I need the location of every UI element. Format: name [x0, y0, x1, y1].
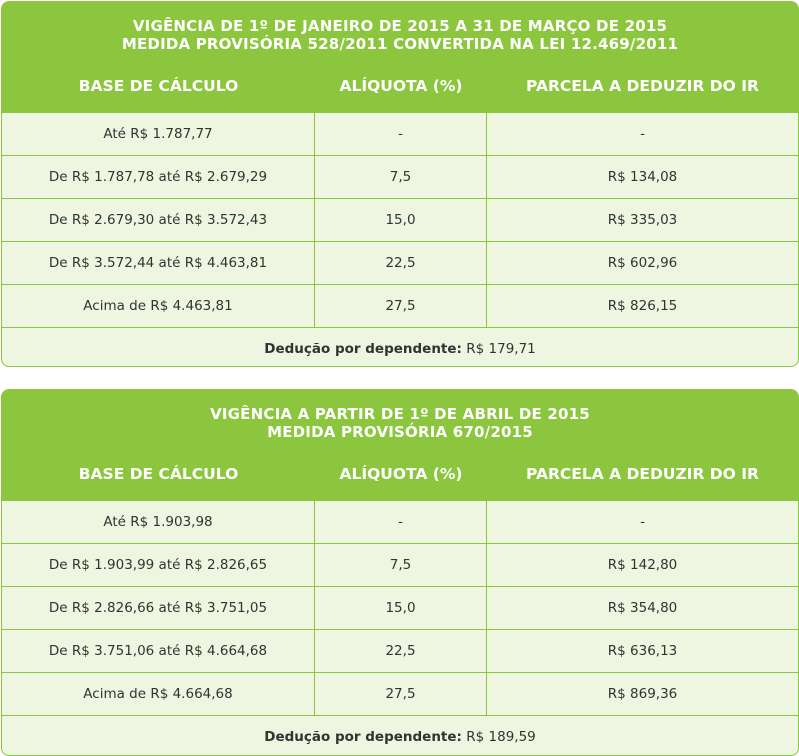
- column-headers: [2, 74, 798, 98]
- cell-parcela: -: [640, 514, 645, 530]
- tax-table-2015-apr: [1, 389, 799, 756]
- column-header-aliquota: ALÍQUOTA (%): [339, 77, 463, 95]
- cell-aliquota: 7,5: [315, 544, 487, 586]
- cell-aliquota: 27,5: [315, 285, 487, 327]
- cell-base: De R$ 1.787,78 até R$ 2.679,29: [2, 156, 315, 198]
- table-row: [2, 242, 798, 285]
- title-line-2: MEDIDA PROVISÓRIA 528/2011 CONVERTIDA NA LEI 12.469/2011: [121, 35, 679, 53]
- cell-parcela: R$ 354,80: [607, 600, 678, 616]
- cell-parcela: R$ 602,96: [607, 255, 678, 271]
- cell-aliquota: -: [315, 113, 487, 155]
- cell-parcela: R$ 869,36: [607, 686, 678, 702]
- dependent-deduction: [2, 328, 798, 367]
- cell-parcela: -: [640, 126, 645, 142]
- table-body: [2, 501, 798, 716]
- table-body: [2, 113, 798, 328]
- dependent-deduction-label: Dedução por dependente:: [264, 729, 462, 745]
- title-line-1: VIGÊNCIA DE 1º DE JANEIRO DE 2015 A 31 DE MARÇO DE 2015: [132, 17, 668, 35]
- column-headers: [2, 462, 798, 486]
- cell-aliquota: 15,0: [315, 199, 487, 241]
- cell-parcela: R$ 826,15: [607, 298, 678, 314]
- cell-aliquota: 7,5: [315, 156, 487, 198]
- table-row: [2, 156, 798, 199]
- title-line-1: VIGÊNCIA A PARTIR DE 1º DE ABRIL DE 2015: [210, 405, 590, 423]
- dependent-deduction-label: Dedução por dependente:: [264, 341, 462, 357]
- table-row: [2, 113, 798, 156]
- dependent-deduction: [2, 716, 798, 756]
- cell-parcela: R$ 636,13: [607, 643, 678, 659]
- column-header-base: BASE DE CÁLCULO: [78, 77, 239, 95]
- title-line-2: MEDIDA PROVISÓRIA 670/2015: [267, 423, 533, 441]
- dependent-deduction-value: R$ 179,71: [466, 341, 536, 357]
- cell-base: De R$ 1.903,99 até R$ 2.826,65: [2, 544, 315, 586]
- cell-base: De R$ 3.572,44 até R$ 4.463,81: [2, 242, 315, 284]
- column-header-parcela: PARCELA A DEDUZIR DO IR: [526, 77, 759, 95]
- cell-base: Até R$ 1.787,77: [2, 113, 315, 155]
- cell-aliquota: 22,5: [315, 242, 487, 284]
- cell-aliquota: 22,5: [315, 630, 487, 672]
- cell-parcela: R$ 142,80: [607, 557, 678, 573]
- cell-parcela: R$ 134,08: [607, 169, 678, 185]
- table-row: [2, 544, 798, 587]
- cell-aliquota: 27,5: [315, 673, 487, 715]
- cell-parcela: R$ 335,03: [607, 212, 678, 228]
- cell-base: Acima de R$ 4.463,81: [2, 285, 315, 327]
- table-row: [2, 501, 798, 544]
- table-title: [2, 17, 798, 53]
- table-row: [2, 673, 798, 716]
- cell-aliquota: -: [315, 501, 487, 543]
- table-row: [2, 285, 798, 328]
- column-header-parcela: PARCELA A DEDUZIR DO IR: [526, 465, 759, 483]
- table-header: [2, 2, 798, 113]
- cell-base: De R$ 3.751,06 até R$ 4.664,68: [2, 630, 315, 672]
- cell-base: Acima de R$ 4.664,68: [2, 673, 315, 715]
- table-row: [2, 587, 798, 630]
- cell-base: De R$ 2.679,30 até R$ 3.572,43: [2, 199, 315, 241]
- column-header-base: BASE DE CÁLCULO: [78, 465, 239, 483]
- table-title: [2, 405, 798, 441]
- table-row: [2, 630, 798, 673]
- table-row: [2, 199, 798, 242]
- column-header-aliquota: ALÍQUOTA (%): [339, 465, 463, 483]
- table-header: [2, 390, 798, 501]
- cell-base: Até R$ 1.903,98: [2, 501, 315, 543]
- cell-base: De R$ 2.826,66 até R$ 3.751,05: [2, 587, 315, 629]
- cell-aliquota: 15,0: [315, 587, 487, 629]
- dependent-deduction-value: R$ 189,59: [466, 729, 536, 745]
- tax-table-2015-q1: [1, 1, 799, 367]
